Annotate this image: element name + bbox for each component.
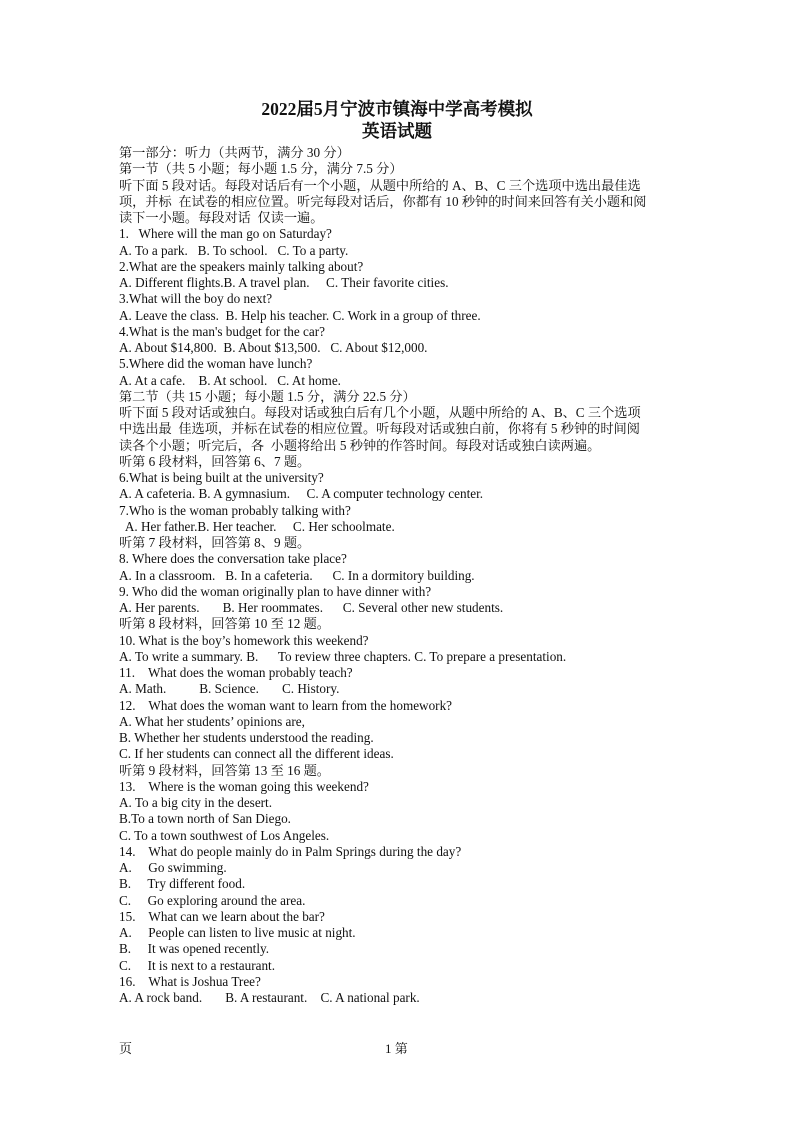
text-line: 听第 9 段材料，回答第 13 至 16 题。 — [119, 762, 330, 778]
text-line: 2.What are the speakers mainly talking about? — [119, 258, 364, 274]
text-line: A. What her students’ opinions are, — [119, 713, 305, 729]
text-line: 中选出最 佳选项，并标在试卷的相应位置。听每段对话或独白前，你将有 5 秒钟的时间阅 — [119, 421, 640, 437]
text-line: A. Go swimming. — [119, 860, 227, 875]
text-line: 12. What does the woman want to learn from the homework? — [119, 697, 453, 713]
exam-subtitle: 英语试题 — [362, 121, 432, 141]
text-line: 听下面 5 段对话或独白。每段对话或独白后有几个小题，从题中所给的 A、B、C 三个选项 — [119, 405, 641, 420]
text-line: A. To write a summary. B. To review three chapters. C. To prepare a presentation. — [119, 648, 567, 664]
text-line: A. People can listen to live music at night. — [119, 925, 356, 940]
text-line: C. To a town southwest of Los Angeles. — [119, 827, 330, 843]
text-line: 听第 8 段材料，回答第 10 至 12 题。 — [119, 616, 330, 632]
text-line: 6.What is being built at the university? — [119, 470, 324, 485]
text-line: A. At a cafe. B. At school. C. At home. — [119, 372, 341, 388]
text-line: A. A cafeteria. B. A gymnasium. C. A computer technology center. — [119, 486, 484, 502]
text-line: 15. What can we learn about the bar? — [119, 908, 325, 924]
text-line: 8. Where does the conversation take place? — [119, 551, 347, 567]
text-line: A. To a park. B. To school. C. To a party. — [119, 242, 349, 258]
text-line: 7.Who is the woman probably talking with? — [119, 502, 351, 518]
text-line: 16. What is Joshua Tree? — [119, 973, 261, 989]
text-line: A. To a big city in the desert. — [119, 795, 273, 810]
text-line: B. Whether her students understood the reading. — [119, 730, 374, 745]
text-line: A. Different flights.B. A travel plan. C. Their favorite cities. — [119, 275, 449, 290]
text-line: 13. Where is the woman going this weekend? — [119, 778, 369, 794]
exam-title: 2022届5月宁波市镇海中学高考模拟 — [261, 99, 533, 119]
text-line: 听下面 5 段对话。每段对话后有一个小题，从题中所给的 A、B、C 三个选项中选出最佳选 — [119, 177, 641, 193]
text-line: A. Math. B. Science. C. History. — [119, 681, 340, 697]
footer-left: 页 — [119, 1041, 133, 1056]
text-line: C. It is next to a restaurant. — [119, 957, 276, 973]
text-line: B. Try different food. — [119, 876, 246, 892]
text-line: 第一节（共 5 小题；每小题 1.5 分，满分 7.5 分） — [119, 161, 403, 177]
text-line: 10. What is the boy’s homework this weekend? — [119, 632, 369, 648]
text-line: 听第 6 段材料，回答第 6、7 题。 — [119, 453, 311, 469]
text-line: A. A rock band. B. A restaurant. C. A national park. — [119, 990, 420, 1005]
text-line: 项，并标 在试卷的相应位置。听完每段对话后，你都有 10 秒钟的时间来回答有关小题和阅 — [119, 193, 647, 209]
text-line: 听第 7 段材料，回答第 8、9 题。 — [119, 535, 311, 550]
text-line: 第二节（共 15 小题；每小题 1.5 分，满分 22.5 分） — [119, 388, 416, 404]
text-line: A. Her father.B. Her teacher. C. Her schoolmate. — [119, 518, 395, 534]
text-line: C. Go exploring around the area. — [119, 892, 306, 908]
text-line: B. It was opened recently. — [119, 941, 270, 957]
text-line: B.To a town north of San Diego. — [119, 811, 291, 827]
text-line: C. If her students can connect all the different ideas. — [119, 746, 394, 762]
text-line: 读各个小题；听完后，各 小题将给出 5 秒钟的作答时间。每段对话或独白读两遍。 — [119, 437, 601, 453]
text-line: 5.Where did the woman have lunch? — [119, 356, 313, 372]
text-line: 第一部分：听力（共两节，满分 30 分） — [119, 145, 350, 160]
text-line: A. Her parents. B. Her roommates. C. Several other new students. — [119, 600, 504, 615]
text-line: 14. What do people mainly do in Palm Springs during the day? — [119, 843, 462, 859]
text-line: A. Leave the class. B. Help his teacher. C. Work in a group of three. — [119, 307, 481, 323]
exam-body — [119, 145, 679, 1006]
text-line: 3.What will the boy do next? — [119, 291, 273, 307]
text-line: 读下一小题。每段对话 仅读一遍。 — [119, 210, 324, 225]
page-number: 1 第 — [385, 1041, 408, 1056]
text-line: 1. Where will the man go on Saturday? — [119, 226, 332, 242]
text-line: A. About $14,800. B. About $13,500. C. About $12,000. — [119, 340, 428, 355]
text-line: 11. What does the woman probably teach? — [119, 665, 353, 680]
text-line: A. In a classroom. B. In a cafeteria. C. In a dormitory building. — [119, 567, 475, 583]
text-line: 4.What is the man's budget for the car? — [119, 323, 325, 339]
text-line: 9. Who did the woman originally plan to have dinner with? — [119, 583, 432, 599]
